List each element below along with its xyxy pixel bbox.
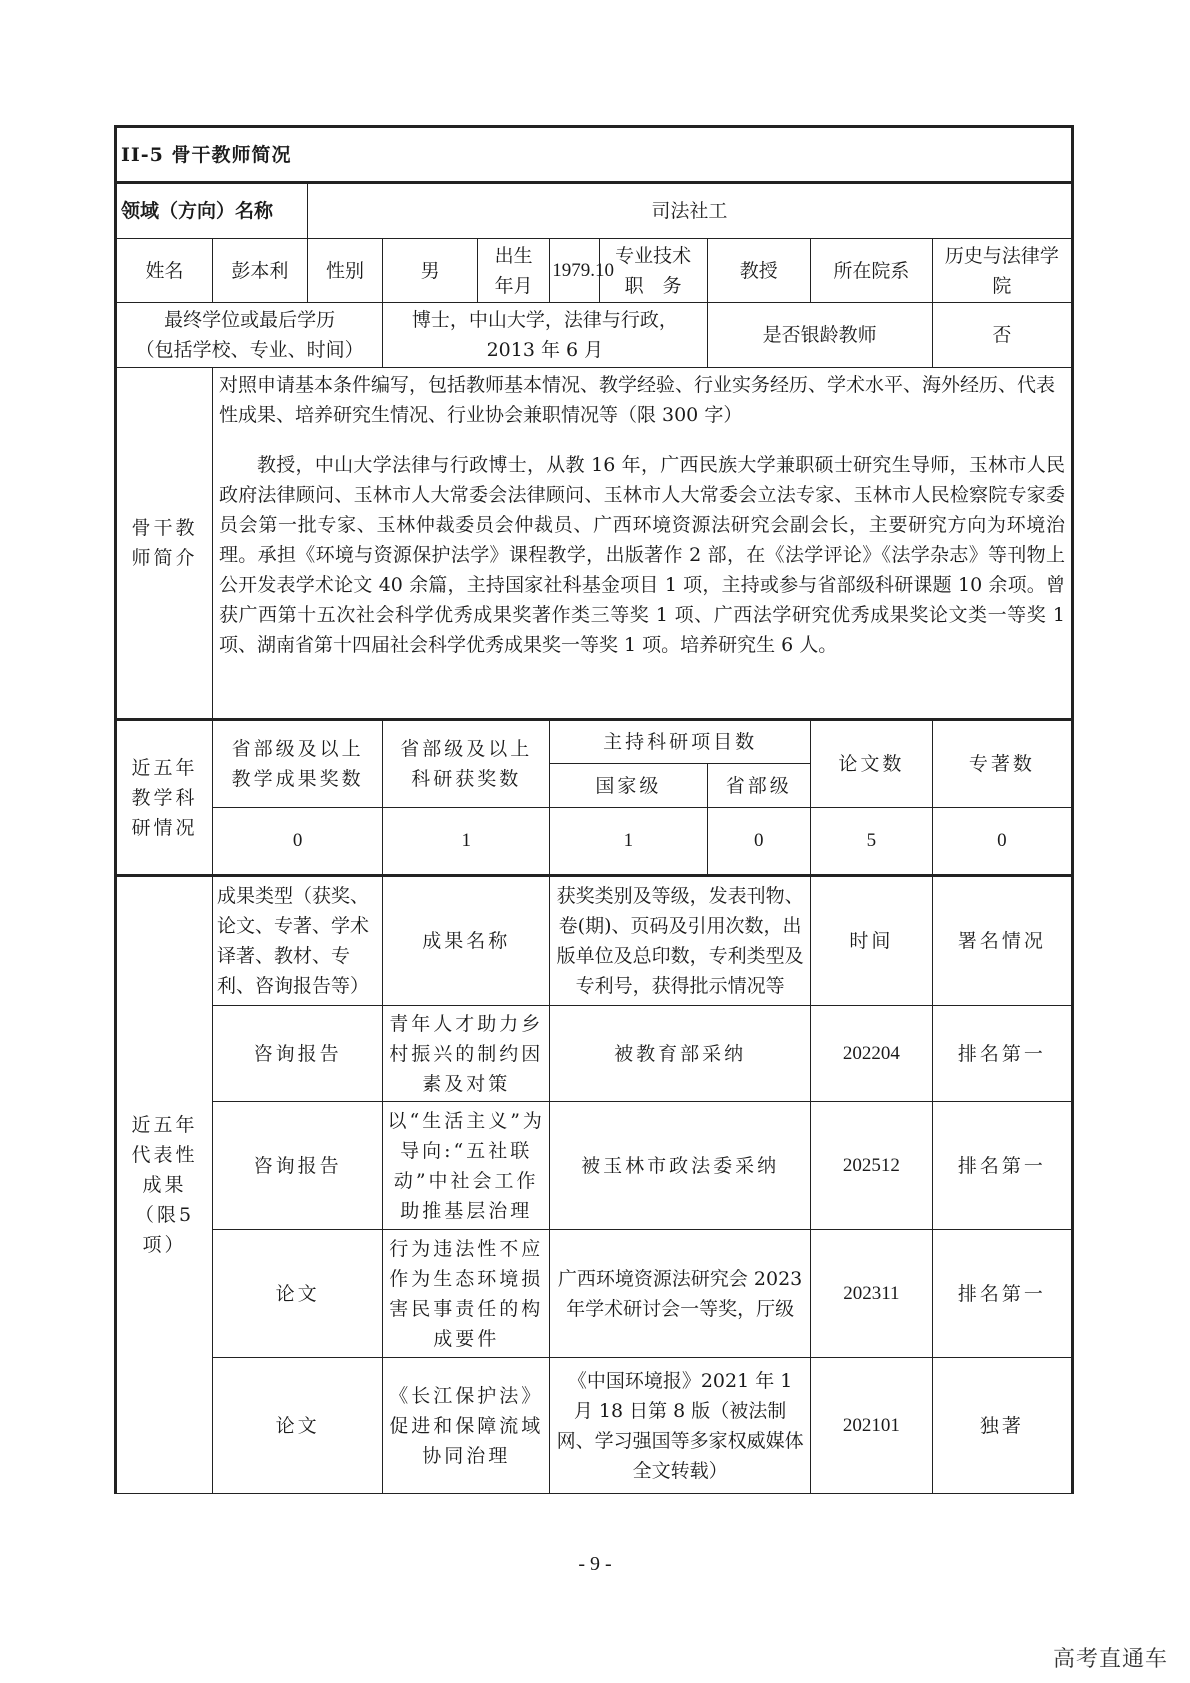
achievement-type: 论文 [212, 1358, 382, 1494]
achievement-detail: 《中国环境报》2021 年 1 月 18 日第 8 版（被法制网、学习强国等多家权威媒体全文转载） [550, 1358, 811, 1494]
teaching-award-value: 0 [212, 808, 382, 876]
birth-value: 1979.10 [550, 239, 600, 303]
name-label: 姓名 [116, 239, 213, 303]
teaching-award-header: 省部级及以上教学成果奖数 [212, 720, 382, 808]
silver-value: 否 [932, 303, 1072, 368]
silver-label: 是否银龄教师 [707, 303, 932, 368]
provincial-header: 省部级 [707, 764, 810, 808]
achievement-name: 青年人才助力乡村振兴的制约因素及对策 [383, 1006, 550, 1102]
projects-header: 主持科研项目数 [550, 720, 811, 764]
detail-header: 获奖类别及等级，发表刊物、卷(期)、页码及引用次数，出版单位及总印数，专利类型及专利号，获得批示情况等 [550, 876, 811, 1006]
intro-label: 骨干教师简介 [116, 368, 213, 720]
name-value: 彭本利 [212, 239, 307, 303]
degree-value-line2: 2013 年 6 月 [486, 339, 604, 361]
papers-value: 5 [810, 808, 932, 876]
national-value: 1 [550, 808, 707, 876]
achievement-time: 202101 [810, 1358, 932, 1494]
type-header: 成果类型（获奖、论文、专著、学术译著、教材、专利、咨询报告等） [212, 876, 382, 1006]
title-label: 专业技术职 务 [599, 239, 707, 303]
achievement-time: 202311 [810, 1230, 932, 1358]
achievement-name: 以“生活主义”为导向:“五社联动”中社会工作助推基层治理 [383, 1102, 550, 1230]
teacher-profile-table [114, 125, 1074, 1494]
intro-text: 教授，中山大学法律与行政博士，从教 16 年，广西民族大学兼职硕士研究生导师，玉林市人民政府法律顾问、玉林市人大常委会法律顾问、玉林市人大常委会立法专家、玉林市人民检察院专家委员会第一批专家、玉林仲裁委员会仲裁员、广西环境资源法研究会副会长，主要研究方向为环境治理。承担《环境与资源保护法学》课程教学，出版著作 2 部，在《法学评论》《法学杂志》等刊物上公开发表学术论文 40 余篇，主持国家社科基金项目 1 项，主持或参与省部级科研课题 10 余项。曾获广西第十五次社会科学优秀成果奖著作类三等奖 1 项、广西法学研究优秀成果奖论文类一等奖 1 项、湖南省第十四届社会科学优秀成果奖一等奖 1 项。培养研究生 6 人。 [218, 454, 1065, 656]
national-header: 国家级 [550, 764, 707, 808]
achievement-name: 《长江保护法》促进和保障流域协同治理 [383, 1358, 550, 1494]
research-label: 近五年教学科研情况 [116, 720, 213, 876]
achievement-type: 咨询报告 [212, 1102, 382, 1230]
achievement-row [116, 1006, 1073, 1102]
provincial-value: 0 [707, 808, 810, 876]
papers-header: 论文数 [810, 720, 932, 808]
intro-content [212, 368, 1072, 720]
achievement-row [116, 1102, 1073, 1230]
achievement-sign: 排名第一 [932, 1006, 1072, 1102]
degree-label-line1: 最终学位或最后学历 [164, 309, 336, 331]
books-header: 专著数 [932, 720, 1072, 808]
achievement-detail: 被教育部采纳 [550, 1006, 811, 1102]
name-header: 成果名称 [383, 876, 550, 1006]
achievements-label: 近五年代表性成果（限5项） [116, 876, 213, 1494]
degree-value [383, 303, 707, 368]
achievement-detail: 被玉林市政法委采纳 [550, 1102, 811, 1230]
achievement-time: 202512 [810, 1102, 932, 1230]
achievement-type: 论文 [212, 1230, 382, 1358]
achievement-sign: 排名第一 [932, 1102, 1072, 1230]
birth-label: 出生年月 [478, 239, 550, 303]
achievement-row [116, 1358, 1073, 1494]
research-award-value: 1 [383, 808, 550, 876]
watermark-text: 高考直通车 [1052, 1647, 1168, 1672]
page-number: - 9 - [578, 1553, 612, 1575]
research-award-header: 省部级及以上科研获奖数 [383, 720, 550, 808]
achievement-row [116, 1230, 1073, 1358]
field-value: 司法社工 [307, 183, 1072, 239]
time-header: 时间 [810, 876, 932, 1006]
gender-value: 男 [383, 239, 478, 303]
intro-guide: 对照申请基本条件编写，包括教师基本情况、教学经验、行业实务经历、学术水平、海外经历、代表性成果、培养研究生情况、行业协会兼职情况等（限 300 字） [218, 374, 1055, 426]
achievement-detail: 广西环境资源法研究会 2023 年学术研讨会一等奖，厅级 [550, 1230, 811, 1358]
sign-header: 署名情况 [932, 876, 1072, 1006]
dept-value: 历史与法律学院 [932, 239, 1072, 303]
gender-label: 性别 [307, 239, 382, 303]
degree-value-line1: 博士，中山大学，法律与行政， [411, 309, 678, 331]
title-value: 教授 [707, 239, 810, 303]
degree-label [116, 303, 383, 368]
achievement-sign: 独著 [932, 1358, 1072, 1494]
degree-label-line2: （包括学校、专业、时间） [135, 339, 364, 361]
achievement-time: 202204 [810, 1006, 932, 1102]
achievement-sign: 排名第一 [932, 1230, 1072, 1358]
dept-label: 所在院系 [810, 239, 932, 303]
books-value: 0 [932, 808, 1072, 876]
achievement-type: 咨询报告 [212, 1006, 382, 1102]
section-title: II-5 骨干教师简况 [116, 127, 1073, 183]
field-label: 领域（方向）名称 [116, 183, 308, 239]
achievement-name: 行为违法性不应作为生态环境损害民事责任的构成要件 [383, 1230, 550, 1358]
